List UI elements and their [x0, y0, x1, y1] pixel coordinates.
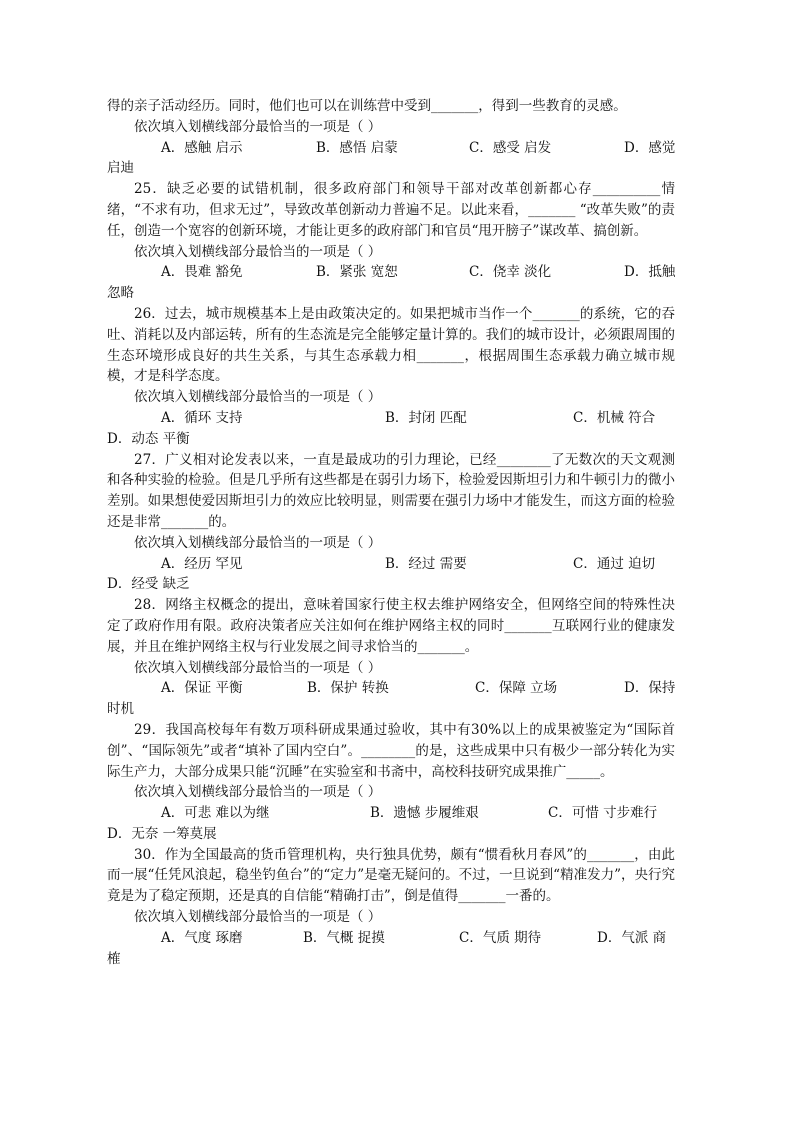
q24-options — [107, 138, 675, 159]
q24-option-a: A．感触 启示 — [161, 139, 243, 156]
q28-option-a: A．保证 平衡 — [161, 680, 243, 697]
q30-prompt: 依次填入划横线部分最恰当的一项是（ ） — [134, 909, 382, 926]
q29-option-c: C．可惜 寸步难行 — [548, 805, 658, 822]
q28-option-d-wrap: 时机 — [107, 701, 134, 718]
q25-option-a: A．畏难 豁免 — [161, 264, 243, 281]
q26-option-d: D．动态 平衡 — [107, 430, 190, 447]
q25-option-b: B．紧张 宽恕 — [316, 264, 398, 281]
q24-option-c: C．感受 启发 — [469, 139, 552, 156]
q24-option-d-wrap: 启迪 — [107, 160, 134, 177]
q24-tail: 得的亲子活动经历。同时，他们也可以在训练营中受到_______，得到一些教育的灵感。 — [107, 98, 627, 114]
q24-option-b: B．感悟 启蒙 — [316, 139, 398, 156]
q28-options — [107, 678, 675, 699]
q25-option-d: D．抵触 — [624, 264, 676, 281]
q26-option-a: A．循环 支持 — [161, 409, 243, 426]
q26-option-c: C．机械 符合 — [573, 409, 656, 426]
q29-option-b: B．遗憾 步履维艰 — [370, 805, 479, 822]
q30-option-d: D．气派 商 — [597, 929, 667, 946]
q27-option-c: C．通过 迫切 — [573, 555, 656, 572]
q29-stem: 29．我国高校每年有数万项科研成果通过验收，其中有30%以上的成果被鉴定为“国际首创”、“国际领先”或者“填补了国内空白”。________的是，这些成果中只有极少一部分转化为实际生产力，大部分成果只能“沉睡”在实验室和书斋中，高校科技研究成果推广_____。 — [107, 721, 675, 780]
q30-option-d-wrap: 榷 — [107, 950, 121, 967]
q28-option-d: D．保持 — [624, 680, 676, 697]
q29-prompt: 依次填入划横线部分最恰当的一项是（ ） — [134, 784, 382, 801]
q27-stem: 27．广义相对论发表以来，一直是最成功的引力理论，已经________了无数次的天文观测和各种实验的检验。但是几乎所有这些都是在弱引力场下，检验爱因斯坦引力和牛顿引力的微小差别。如果想使爱因斯坦引力的效应比较明显，则需要在强引力场中才能发生，而这方面的检验还是非常_______的。 — [107, 451, 675, 530]
q25-options — [107, 262, 675, 283]
q25-option-d-wrap: 忽略 — [107, 285, 134, 302]
q24-prompt: 依次填入划横线部分最恰当的一项是（ ） — [134, 118, 382, 135]
q28-option-b: B．保护 转换 — [307, 680, 389, 697]
exam-page — [107, 96, 675, 969]
q27-options — [107, 554, 675, 575]
q28-stem: 28．网络主权概念的提出，意味着国家行使主权去维护网络安全，但网络空间的特殊性决定了政府作用有限。政府决策者应关注如何在维护网络主权的同时_______互联网行业的健康发展，并且在维护网络主权与行业发展之间寻求恰当的_______。 — [107, 597, 675, 655]
q26-option-b: B．封闭 匹配 — [385, 409, 467, 426]
q30-option-b: B．气概 捉摸 — [303, 929, 385, 946]
q25-prompt: 依次填入划横线部分最恰当的一项是（ ） — [134, 243, 382, 260]
q28-prompt: 依次填入划横线部分最恰当的一项是（ ） — [134, 659, 382, 676]
q30-stem: 30．作为全国最高的货币管理机构，央行独具优势，颇有“惯看秋月春风”的_______，由此而一展“任凭风浪起，稳坐钓鱼台”的“定力”是毫无疑问的。不过，一旦说到“精准发力”，央行究竟是为了稳定预期，还是真的自信能“精确打击”，倒是值得_______一番的。 — [107, 846, 675, 905]
q24-option-d: D．感觉 — [624, 139, 676, 156]
q30-options — [107, 928, 675, 949]
q27-option-a: A．经历 罕见 — [161, 555, 243, 572]
q30-option-c: C．气质 期待 — [459, 929, 542, 946]
q27-option-b: B．经过 需要 — [385, 555, 467, 572]
q26-prompt: 依次填入划横线部分最恰当的一项是（ ） — [134, 389, 382, 406]
q28-option-c: C．保障 立场 — [475, 680, 558, 697]
q25-option-c: C．侥幸 淡化 — [469, 264, 552, 281]
q27-option-d: D．经受 缺乏 — [107, 576, 190, 593]
q26-options — [107, 408, 675, 429]
q29-options — [107, 803, 675, 824]
q30-option-a: A．气度 琢磨 — [161, 929, 243, 946]
q27-prompt: 依次填入划横线部分最恰当的一项是（ ） — [134, 534, 382, 551]
q29-option-a: A．可悲 难以为继 — [161, 805, 270, 822]
q25-stem: 25．缺乏必要的试错机制，很多政府部门和领导干部对改革创新都心存__________情绪，“不求有功，但求无过”，导致改革创新动力普遍不足。以此来看，_______ “改革失败”的责任，创造一个宽容的创新环境，才能让更多的政府部门和官员“甩开膀子”谋改革、搞创新。 — [107, 181, 675, 239]
q26-stem: 26．过去，城市规模基本上是由政策决定的。如果把城市当作一个_______的系统，它的吞吐、消耗以及内部运转，所有的生态流是完全能够定量计算的。我们的城市设计，必须跟周围的生态环境形成良好的共生关系，与其生态承载力相_______，根据周围生态承载力确立城市规模，才是科学态度。 — [107, 305, 675, 385]
q29-option-d: D．无奈 一筹莫展 — [107, 825, 217, 842]
